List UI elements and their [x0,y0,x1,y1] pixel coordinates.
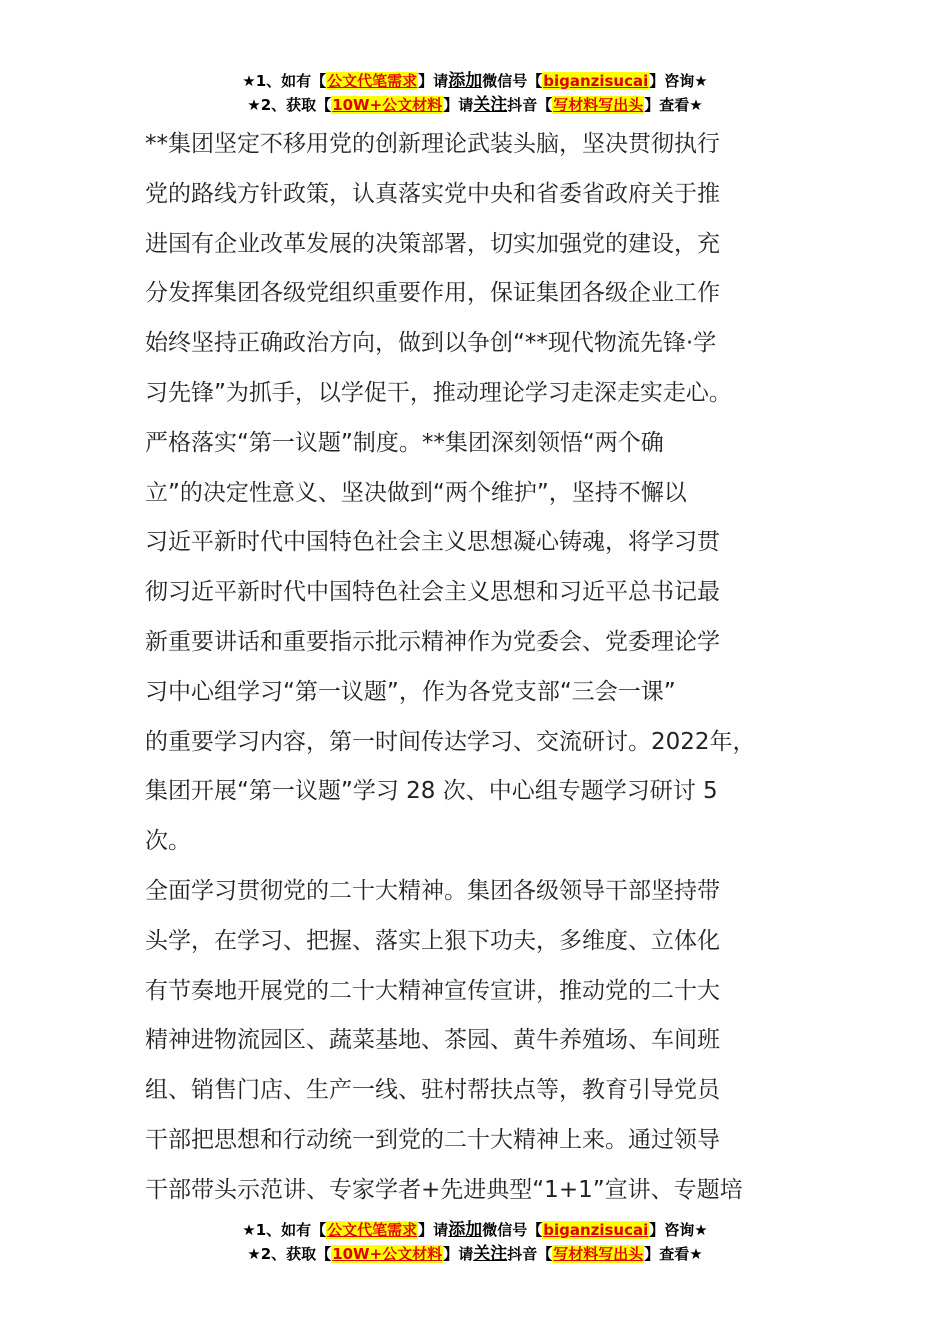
header-banner [0,69,950,117]
highlight: 公文代笔需求 [327,72,418,90]
banner-line-1 [0,1218,950,1242]
text: ★2、获取【 [247,96,332,114]
text: 】请 [418,1221,449,1239]
footer-banner [0,1218,950,1266]
text-line: 头学，在学习、把握、落实上狠下功夫，多维度、立体化 [145,927,720,954]
highlight: 写材料写出头 [553,1245,644,1263]
body-text [145,120,845,1216]
text: 】请 [443,96,474,114]
text-line: 次。 [145,828,191,855]
text: ★2、获取【 [247,1245,332,1263]
text: 】查看★ [644,96,703,114]
text: ★1、如有【 [242,1221,327,1239]
text-line: 习中心组学习“第一议题”，作为各党支部“三会一课” [145,678,676,705]
text-line: 新重要讲话和重要指示批示精神作为党委会、党委理论学 [145,628,720,655]
text: ★1、如有【 [242,72,327,90]
highlight: 10W+公文材料 [332,1245,443,1263]
text-line: 立”的决定性意义、坚决做到“两个维护”，坚持不懈以 [145,479,687,506]
text-line: **集团坚定不移用党的创新理论武装头脑，坚决贯彻执行 [145,131,720,157]
text-line: 彻习近平新时代中国特色社会主义思想和习近平总书记最 [145,579,720,606]
text: 微信号【 [482,72,543,90]
highlight: 写材料写出头 [553,96,644,114]
text: 】请 [443,1245,474,1263]
text-line: 分发挥集团各级党组织重要作用，保证集团各级企业工作 [145,280,720,307]
text-line: 有节奏地开展党的二十大精神宣传宣讲，推动党的二十大 [145,977,720,1004]
text: 】咨询★ [649,1221,708,1239]
highlight: biganzisucai [543,1221,649,1239]
highlight: 10W+公文材料 [332,96,443,114]
text-line: 干部把思想和行动统一到党的二十大精神上来。通过领导 [145,1126,720,1153]
text: 抖音【 [507,96,553,114]
text-line: 干部带头示范讲、专家学者+先进典型“1+1”宣讲、专题培 [145,1176,743,1203]
text-line: 全面学习贯彻党的二十大精神。集团各级领导干部坚持带 [145,877,720,904]
text-line: 进国有企业改革发展的决策部署，切实加强党的建设，充 [145,230,720,257]
text-line: 组、销售门店、生产一线、驻村帮扶点等，教育引导党员 [145,1077,720,1104]
text-line: 习先锋”为抓手，以学促干，推动理论学习走深走实走心。 [145,379,732,406]
text-line: 党的路线方针政策，认真落实党中央和省委省政府关于推 [145,180,720,207]
text-line: 集团开展“第一议题”学习 28 次、中心组专题学习研讨 5 [145,778,718,805]
text-line: 始终坚持正确政治方向，做到以争创“**现代物流先锋·学 [145,330,717,357]
banner-line-2 [0,1242,950,1266]
text-line: 的重要学习内容，第一时间传达学习、交流研讨。2022年， [145,728,756,755]
banner-line-1 [0,69,950,93]
underlined-text: 关注 [473,1244,508,1264]
text-line: 习近平新时代中国特色社会主义思想凝心铸魂，将学习贯 [145,529,720,556]
text-line: 严格落实“第一议题”制度。**集团深刻领悟“两个确 [145,429,664,456]
underlined-text: 关注 [473,95,508,115]
highlight: 公文代笔需求 [327,1221,418,1239]
text: 】咨询★ [649,72,708,90]
banner-line-2 [0,93,950,117]
underlined-text: 添加 [448,1220,483,1240]
text: 】请 [418,72,449,90]
text-line: 精神进物流园区、蔬菜基地、茶园、黄牛养殖场、车间班 [145,1027,720,1054]
highlight: biganzisucai [543,72,649,90]
text: 抖音【 [507,1245,553,1263]
underlined-text: 添加 [448,71,483,91]
text: 微信号【 [482,1221,543,1239]
text: 】查看★ [644,1245,703,1263]
